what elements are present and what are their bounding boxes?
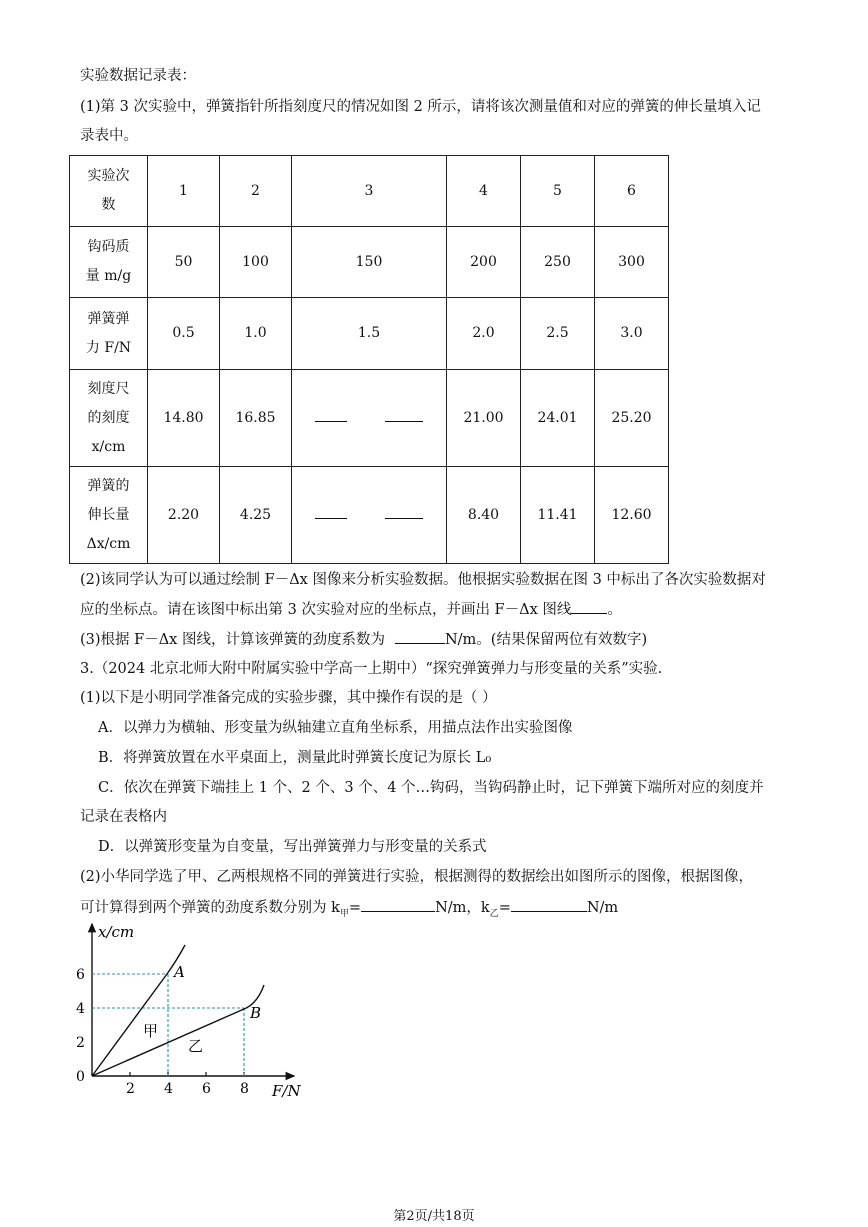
- table-cell: 150: [292, 227, 447, 298]
- x-tick-label: 8: [240, 1081, 249, 1097]
- row-header: 钩码质 量 m/g: [70, 227, 148, 298]
- table-cell: 25.20: [595, 370, 669, 467]
- table-cell: 2.5: [521, 298, 595, 370]
- problem-3-question-2-line-2: 可计算得到两个弹簧的劲度系数分别为 $k_甲= N/m$，$k_乙= N/m$: [80, 897, 618, 924]
- option-b[interactable]: B．将弹簧放置在水平桌面上，测量此时弹簧长度记为原长 L₀: [98, 750, 492, 766]
- problem-3-title: 3.（2024 北京北师大附中附属实验中学高一上期中）“探究弹簧弹力与形变量的关系”实验.: [80, 661, 663, 677]
- table-cell: 4: [447, 156, 521, 227]
- answer-blank-cell[interactable]: [292, 467, 447, 564]
- table-heading: 实验数据记录表：: [80, 68, 196, 84]
- problem-3-question-1: (1)以下是小明同学准备完成的实验步骤，其中操作有误的是（ ）: [80, 690, 497, 706]
- table-cell: 6: [595, 156, 669, 227]
- spring-graph: [72, 920, 312, 1100]
- table-cell: 100: [220, 227, 292, 298]
- point-b-label: B: [250, 1004, 262, 1022]
- x-tick-label: 4: [164, 1081, 173, 1097]
- label-yi: 乙: [188, 1037, 204, 1055]
- option-a[interactable]: A．以弹力为横轴、形变量为纵轴建立直角坐标系，用描点法作出实验图像: [98, 720, 573, 736]
- x-tick-label: 2: [126, 1081, 135, 1097]
- answer-blank-cell[interactable]: [292, 370, 447, 467]
- option-c-continued: 记录在表格内: [80, 809, 167, 825]
- table-cell: 16.85: [220, 370, 292, 467]
- table-cell: 12.60: [595, 467, 669, 564]
- record-table: [69, 155, 669, 564]
- question-3-line: (3)根据 F－Δx 图线，计算该弹簧的劲度系数为 N/m。(结果保留两位有效数字): [80, 629, 647, 650]
- table-row: [70, 156, 669, 227]
- table-cell: 3: [292, 156, 447, 227]
- table-row: [70, 227, 669, 298]
- table-cell: 24.01: [521, 370, 595, 467]
- question-2-line-2: 应的坐标点。请在该图中标出第 3 次实验对应的坐标点，并画出 F－Δx 图线 。: [80, 599, 622, 620]
- table-cell: 14.80: [148, 370, 220, 467]
- page-footer: 第2页/共18页: [393, 1209, 475, 1224]
- table-row: [70, 370, 669, 467]
- y-tick-label: 4: [76, 1001, 85, 1017]
- question-2-line-1: (2)该同学认为可以通过绘制 F－Δx 图像来分析实验数据。他根据实验数据在图 3 中标出了各次实验数据对: [80, 572, 766, 588]
- table-cell: 4.25: [220, 467, 292, 564]
- table-row: [70, 467, 669, 564]
- problem-3-question-2-line-1: (2)小华同学选了甲、乙两根规格不同的弹簧进行实验，根据测得的数据绘出如图所示的图像，根据图像，: [80, 869, 754, 885]
- point-a-label: A: [174, 963, 185, 981]
- table-cell: 2.20: [148, 467, 220, 564]
- row-header: 实验次 数: [70, 156, 148, 227]
- table-cell: 8.40: [447, 467, 521, 564]
- row-header: 刻度尺 的刻度 x/cm: [70, 370, 148, 467]
- curve-jia: [92, 945, 185, 1076]
- label-jia: 甲: [143, 1022, 159, 1040]
- question-1-line-1: (1)第 3 次实验中，弹簧指针所指刻度尺的情况如图 2 所示，请将该次测量值和对应的弹簧的伸长量填入记: [80, 99, 761, 115]
- table-cell: 3.0: [595, 298, 669, 370]
- table-cell: 200: [447, 227, 521, 298]
- answer-blank[interactable]: [511, 897, 587, 912]
- y-tick-label: 0: [76, 1069, 85, 1085]
- table-cell: 11.41: [521, 467, 595, 564]
- answer-blank[interactable]: [395, 629, 445, 644]
- option-c[interactable]: C．依次在弹簧下端挂上 1 个、2 个、3 个、4 个…钩码，当钩码静止时，记下弹簧下端所对应的刻度并: [98, 780, 764, 796]
- x-tick-label: 6: [202, 1081, 211, 1097]
- y-tick-label: 2: [76, 1035, 85, 1051]
- table-row: [70, 298, 669, 370]
- y-tick-label: 6: [76, 967, 85, 983]
- table-cell: 50: [148, 227, 220, 298]
- table-cell: 1: [148, 156, 220, 227]
- row-header: 弹簧弹 力 F/N: [70, 298, 148, 370]
- answer-blank[interactable]: [571, 599, 607, 614]
- row-header: 弹簧的 伸长量 Δx/cm: [70, 467, 148, 564]
- y-axis-label: x/cm: [98, 923, 135, 941]
- question-1-line-2: 录表中。: [80, 128, 138, 144]
- table-cell: 5: [521, 156, 595, 227]
- x-axis-label: F/N: [272, 1082, 301, 1100]
- option-d[interactable]: D．以弹簧形变量为自变量，写出弹簧弹力与形变量的关系式: [98, 839, 487, 855]
- table-cell: 250: [521, 227, 595, 298]
- table-cell: 1.0: [220, 298, 292, 370]
- table-cell: 0.5: [148, 298, 220, 370]
- table-cell: 300: [595, 227, 669, 298]
- answer-blank[interactable]: [361, 897, 435, 912]
- table-cell: 1.5: [292, 298, 447, 370]
- table-cell: 2.0: [447, 298, 521, 370]
- curve-yi: [92, 985, 264, 1076]
- table-cell: 2: [220, 156, 292, 227]
- table-cell: 21.00: [447, 370, 521, 467]
